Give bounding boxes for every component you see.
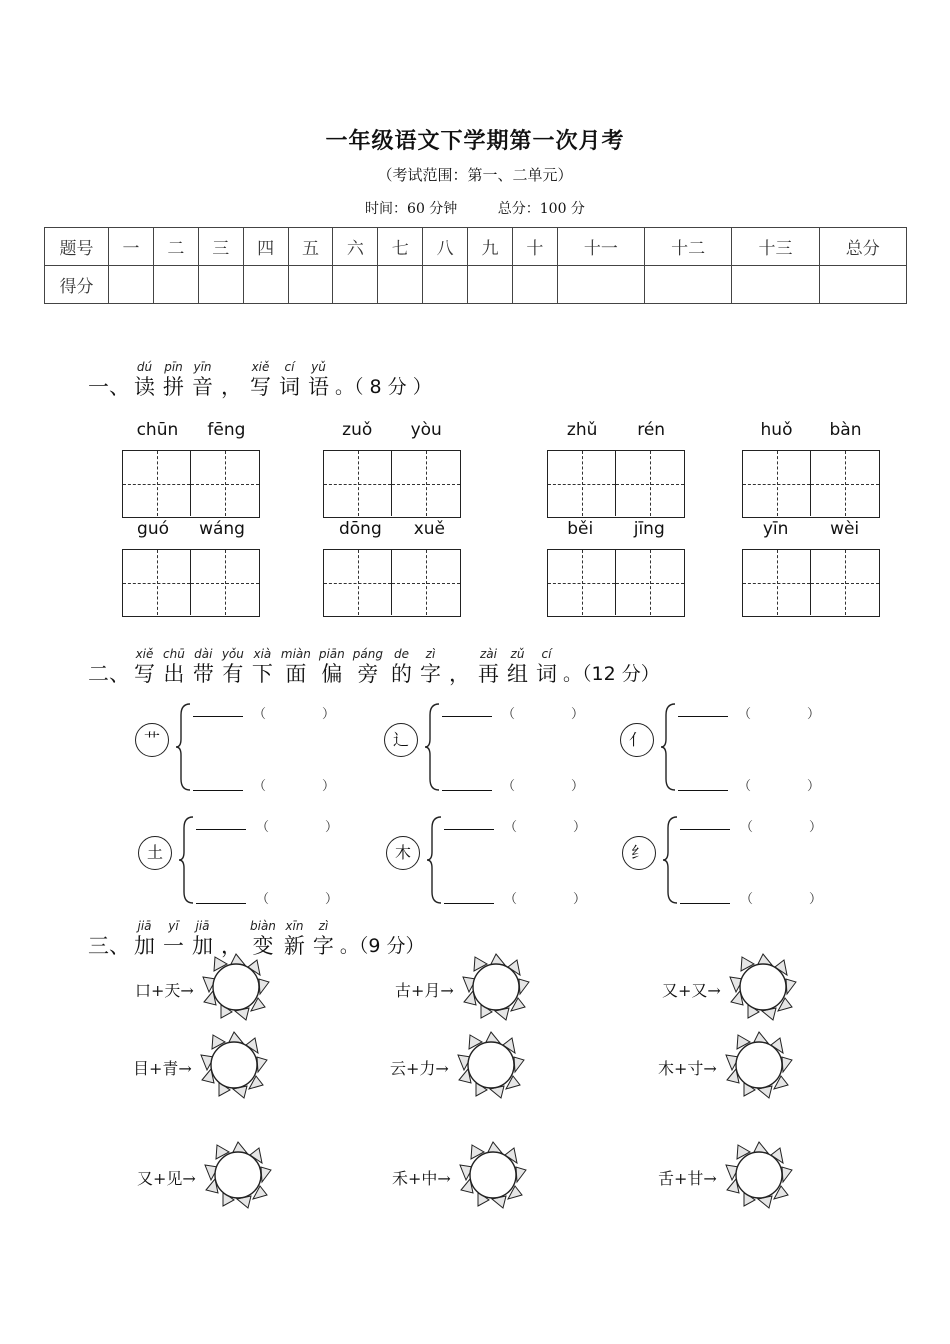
- ruby-char: [134, 648, 155, 686]
- ruby-char: [391, 648, 412, 686]
- score-cell[interactable]: [512, 266, 557, 304]
- score-cell[interactable]: [378, 266, 423, 304]
- word-writing-box: [547, 519, 685, 617]
- ruby-char: [134, 361, 155, 399]
- paren-open: （: [738, 779, 752, 794]
- section-number: 三、: [88, 934, 130, 958]
- pinyin-label: xuě: [413, 519, 446, 539]
- word-writing-box: [122, 420, 260, 518]
- sun-answer-icon[interactable]: [203, 1140, 273, 1210]
- score-input-row: [45, 266, 907, 304]
- paren-close: ）: [806, 779, 820, 794]
- section-1-title: [88, 361, 432, 399]
- word-paren[interactable]: [253, 775, 335, 794]
- brace-icon: [660, 703, 676, 791]
- exam-total: 总分：100 分: [497, 201, 585, 217]
- answer-blank[interactable]: [680, 816, 730, 830]
- hanzi: 一: [163, 934, 184, 958]
- table-cell: 十二: [645, 228, 732, 266]
- writing-cell[interactable]: [191, 451, 259, 516]
- pinyin: yǔ: [311, 360, 326, 374]
- writing-cell[interactable]: [392, 451, 460, 516]
- score-cell[interactable]: [557, 266, 644, 304]
- writing-cell[interactable]: [811, 451, 879, 516]
- score-cell[interactable]: [333, 266, 378, 304]
- formula-text: 又+又→: [662, 981, 721, 1000]
- ruby-char: [221, 361, 242, 399]
- pinyin: xiě: [251, 360, 270, 374]
- paren-open: （: [504, 820, 518, 835]
- hanzi: 读: [134, 375, 155, 399]
- pinyin: zài: [479, 647, 497, 661]
- section-points: 。（ 8 分 ）: [335, 376, 432, 398]
- table-cell: 三: [198, 228, 243, 266]
- ruby-char: [353, 648, 383, 686]
- hanzi: 偏: [321, 662, 343, 686]
- writing-cell[interactable]: [548, 451, 616, 516]
- radical-item: [620, 703, 840, 798]
- compose-item: [662, 952, 862, 1028]
- brace-icon: [424, 703, 440, 791]
- paren-close: ）: [570, 779, 584, 794]
- answer-blank[interactable]: [196, 890, 246, 904]
- radical-circle: 土: [138, 836, 172, 870]
- compose-item: [133, 1030, 333, 1106]
- pinyin: zì: [425, 647, 436, 661]
- ruby-char: [449, 648, 470, 686]
- score-cell[interactable]: [423, 266, 468, 304]
- ruby-char: [507, 648, 528, 686]
- pinyin: cí: [284, 360, 295, 374]
- word-paren[interactable]: [504, 816, 586, 835]
- score-cell[interactable]: [819, 266, 906, 304]
- sun-answer-icon[interactable]: [728, 952, 798, 1022]
- writing-cell[interactable]: [392, 550, 460, 615]
- ruby-char: [250, 361, 271, 399]
- table-cell: 八: [423, 228, 468, 266]
- hanzi: 旁: [357, 662, 379, 686]
- hanzi: 语: [308, 375, 329, 399]
- table-cell: 十: [512, 228, 557, 266]
- hanzi: 有: [222, 662, 244, 686]
- paren-open: （: [504, 892, 518, 907]
- radical-circle: 木: [386, 836, 420, 870]
- paren-close: ）: [572, 892, 586, 907]
- paren-open: （: [253, 779, 267, 794]
- hanzi: 词: [279, 375, 300, 399]
- tianzige-grid[interactable]: [122, 549, 260, 617]
- hanzi: 带: [192, 662, 214, 686]
- formula-text: 口+天→: [135, 981, 194, 1000]
- pinyin: yǒu: [221, 647, 244, 661]
- answer-blank[interactable]: [196, 816, 246, 830]
- paren-open: （: [740, 820, 754, 835]
- pinyin: biàn: [250, 919, 276, 933]
- pinyin: yī: [168, 919, 179, 933]
- ruby-char: [536, 648, 557, 686]
- exam-scope: （考试范围：第一、二单元）: [377, 166, 573, 184]
- exam-meta: [0, 198, 950, 218]
- hanzi: 字: [419, 662, 441, 686]
- hanzi: 词: [535, 662, 557, 686]
- pinyin-label: bàn: [829, 420, 862, 440]
- paren-open: （: [256, 892, 270, 907]
- formula-text: 又+见→: [137, 1169, 196, 1188]
- page-title: 一年级语文下学期第一次月考: [325, 128, 625, 154]
- radical-item: [386, 816, 606, 911]
- paren-close: ）: [806, 707, 820, 722]
- answer-blank[interactable]: [444, 890, 494, 904]
- brace-icon: [426, 816, 442, 904]
- hanzi: 下: [251, 662, 273, 686]
- hanzi: 加: [192, 934, 213, 958]
- exam-time: 时间：60 分钟: [365, 201, 458, 217]
- pinyin: dú: [136, 360, 153, 374]
- score-cell[interactable]: [645, 266, 732, 304]
- hanzi: 再: [477, 662, 499, 686]
- answer-blank[interactable]: [680, 890, 730, 904]
- hanzi: 拼: [163, 375, 184, 399]
- ruby-char: [252, 648, 273, 686]
- formula-text: 舌+甘→: [658, 1169, 717, 1188]
- pinyin-label: chūn: [136, 420, 179, 440]
- ruby-char: [193, 648, 214, 686]
- writing-cell[interactable]: [324, 451, 392, 516]
- section-points: 。（9 分）: [339, 935, 425, 957]
- pinyin: pīn: [164, 360, 183, 374]
- pinyin-label: guó: [137, 519, 169, 539]
- brace-icon: [178, 816, 194, 904]
- pinyin: zǔ: [510, 647, 525, 661]
- pinyin-label: wèi: [830, 519, 860, 539]
- hanzi: ，: [448, 662, 470, 686]
- pinyin: xià: [253, 647, 272, 661]
- score-cell[interactable]: [198, 266, 243, 304]
- word-paren[interactable]: [253, 703, 335, 722]
- radical-item: [138, 816, 358, 911]
- pinyin: yīn: [193, 360, 212, 374]
- pinyin: jiā: [195, 919, 210, 933]
- word-paren[interactable]: [504, 888, 586, 907]
- pinyin: piān: [318, 647, 345, 661]
- table-cell: 题号: [45, 228, 109, 266]
- hanzi: 的: [390, 662, 412, 686]
- paren-close: ）: [808, 892, 822, 907]
- pinyin: dài: [194, 647, 213, 661]
- sun-answer-icon[interactable]: [724, 1140, 794, 1210]
- table-cell: 二: [153, 228, 198, 266]
- hanzi: 组: [506, 662, 528, 686]
- paren-close: ）: [321, 779, 335, 794]
- paren-close: ）: [572, 820, 586, 835]
- writing-cell[interactable]: [811, 550, 879, 615]
- pinyin-label: huǒ: [760, 420, 793, 440]
- writing-cell[interactable]: [743, 550, 811, 615]
- ruby-char: [478, 648, 499, 686]
- word-paren[interactable]: [740, 816, 822, 835]
- tianzige-grid[interactable]: [323, 450, 461, 518]
- paren-open: （: [502, 707, 516, 722]
- table-cell: 十三: [732, 228, 819, 266]
- formula-text: 云+力→: [390, 1059, 449, 1078]
- hanzi: 加: [134, 934, 155, 958]
- word-writing-box: [742, 420, 880, 518]
- ruby-char: [279, 361, 300, 399]
- radical-item: [622, 816, 842, 911]
- pinyin: cí: [541, 647, 552, 661]
- score-cell[interactable]: [288, 266, 333, 304]
- score-cell[interactable]: [153, 266, 198, 304]
- ruby-char: [420, 648, 441, 686]
- compose-item: [135, 952, 335, 1028]
- paren-close: ）: [808, 820, 822, 835]
- hanzi: 音: [192, 375, 213, 399]
- sun-answer-icon[interactable]: [199, 1030, 269, 1100]
- writing-cell[interactable]: [324, 550, 392, 615]
- answer-blank[interactable]: [678, 703, 728, 717]
- sun-answer-icon[interactable]: [456, 1030, 526, 1100]
- sun-answer-icon[interactable]: [458, 1140, 528, 1210]
- table-cell: 十一: [557, 228, 644, 266]
- ruby-char: [308, 361, 329, 399]
- formula-text: 目+青→: [133, 1059, 192, 1078]
- tianzige-grid[interactable]: [122, 450, 260, 518]
- table-cell: 七: [378, 228, 423, 266]
- paren-open: （: [738, 707, 752, 722]
- answer-blank[interactable]: [193, 777, 243, 791]
- pinyin: miàn: [280, 647, 311, 661]
- formula-text: 古+月→: [395, 981, 454, 1000]
- ruby-char: [192, 361, 213, 399]
- hanzi: 写: [250, 375, 271, 399]
- brace-icon: [175, 703, 191, 791]
- pinyin-label: yīn: [762, 519, 789, 539]
- pinyin: xiě: [135, 647, 154, 661]
- table-cell: 五: [288, 228, 333, 266]
- hanzi: 面: [285, 662, 307, 686]
- pinyin-label: wáng: [199, 519, 245, 539]
- word-paren[interactable]: [256, 888, 338, 907]
- section-number: 一、: [88, 375, 130, 399]
- word-writing-box: [323, 420, 461, 518]
- ruby-char: [281, 648, 311, 686]
- word-writing-box: [122, 519, 260, 617]
- pinyin-label: zuǒ: [342, 420, 373, 440]
- table-cell: 一: [109, 228, 154, 266]
- pinyin: de: [393, 647, 409, 661]
- writing-cell[interactable]: [123, 451, 191, 516]
- compose-item: [658, 1030, 858, 1106]
- ruby-char: [163, 648, 185, 686]
- pinyin: zì: [318, 919, 329, 933]
- word-writing-box: [323, 519, 461, 617]
- hanzi: 出: [163, 662, 185, 686]
- paren-close: ）: [324, 820, 338, 835]
- radical-item: [384, 703, 604, 798]
- sun-answer-icon[interactable]: [461, 952, 531, 1022]
- section-points: 。（12 分）: [562, 663, 660, 685]
- radical-item: [135, 703, 355, 798]
- formula-text: 木+寸→: [658, 1059, 717, 1078]
- sun-answer-icon[interactable]: [724, 1030, 794, 1100]
- answer-blank[interactable]: [193, 703, 243, 717]
- word-paren[interactable]: [502, 703, 584, 722]
- score-cell[interactable]: [243, 266, 288, 304]
- compose-item: [390, 1030, 590, 1106]
- pinyin-label: běi: [567, 519, 594, 539]
- tianzige-grid[interactable]: [547, 549, 685, 617]
- paren-open: （: [502, 779, 516, 794]
- tianzige-grid[interactable]: [742, 549, 880, 617]
- paren-close: ）: [321, 707, 335, 722]
- writing-cell[interactable]: [616, 451, 684, 516]
- ruby-char: [163, 361, 184, 399]
- radical-circle: 辶: [384, 723, 418, 757]
- brace-icon: [662, 816, 678, 904]
- pinyin-label: rén: [637, 420, 666, 440]
- section-number: 二、: [88, 662, 130, 686]
- word-paren[interactable]: [256, 816, 338, 835]
- radical-circle: 纟: [622, 836, 656, 870]
- word-paren[interactable]: [502, 775, 584, 794]
- writing-cell[interactable]: [123, 550, 191, 615]
- score-cell[interactable]: [468, 266, 513, 304]
- hanzi: ，: [221, 375, 242, 399]
- table-cell: 九: [468, 228, 513, 266]
- answer-blank[interactable]: [444, 816, 494, 830]
- word-writing-box: [547, 420, 685, 518]
- word-paren[interactable]: [738, 703, 820, 722]
- pinyin: xīn: [285, 919, 304, 933]
- word-paren[interactable]: [738, 775, 820, 794]
- answer-blank[interactable]: [442, 777, 492, 791]
- compose-item: [392, 1140, 592, 1216]
- pinyin: chū: [163, 647, 185, 661]
- pinyin-label: zhǔ: [566, 420, 598, 440]
- tianzige-grid[interactable]: [742, 450, 880, 518]
- pinyin-label: jīng: [633, 519, 665, 539]
- pinyin: páng: [352, 647, 383, 661]
- hanzi: 新: [283, 934, 305, 958]
- paren-open: （: [256, 820, 270, 835]
- answer-blank[interactable]: [442, 703, 492, 717]
- hanzi: 字: [312, 934, 334, 958]
- table-cell: 四: [243, 228, 288, 266]
- ruby-char: [222, 648, 244, 686]
- table-cell: 得分: [45, 266, 109, 304]
- table-cell: 总分: [819, 228, 906, 266]
- paren-close: ）: [324, 892, 338, 907]
- ruby-char: [319, 648, 345, 686]
- score-cell[interactable]: [732, 266, 819, 304]
- pinyin-label: yòu: [410, 420, 442, 440]
- pinyin-label: dōng: [338, 519, 382, 539]
- word-paren[interactable]: [740, 888, 822, 907]
- writing-cell[interactable]: [616, 550, 684, 615]
- tianzige-grid[interactable]: [323, 549, 461, 617]
- paren-open: （: [740, 892, 754, 907]
- sun-answer-icon[interactable]: [201, 952, 271, 1022]
- compose-item: [395, 952, 595, 1028]
- formula-text: 禾+中→: [392, 1169, 451, 1188]
- answer-blank[interactable]: [678, 777, 728, 791]
- table-cell: 六: [333, 228, 378, 266]
- hanzi: 变: [252, 934, 274, 958]
- pinyin: jiā: [137, 919, 152, 933]
- score-cell[interactable]: [109, 266, 154, 304]
- score-table: [44, 227, 907, 304]
- paren-close: ）: [570, 707, 584, 722]
- radical-circle: 艹: [135, 723, 169, 757]
- section-2-title: [88, 648, 660, 686]
- radical-circle: 亻: [620, 723, 654, 757]
- paren-open: （: [253, 707, 267, 722]
- compose-item: [137, 1140, 337, 1216]
- writing-cell[interactable]: [548, 550, 616, 615]
- hanzi: ，: [221, 934, 242, 958]
- hanzi: 写: [134, 662, 155, 686]
- writing-cell[interactable]: [191, 550, 259, 615]
- writing-cell[interactable]: [743, 451, 811, 516]
- compose-item: [658, 1140, 858, 1216]
- word-writing-box: [742, 519, 880, 617]
- pinyin-label: fēng: [207, 420, 246, 440]
- score-header-row: [45, 228, 907, 266]
- tianzige-grid[interactable]: [547, 450, 685, 518]
